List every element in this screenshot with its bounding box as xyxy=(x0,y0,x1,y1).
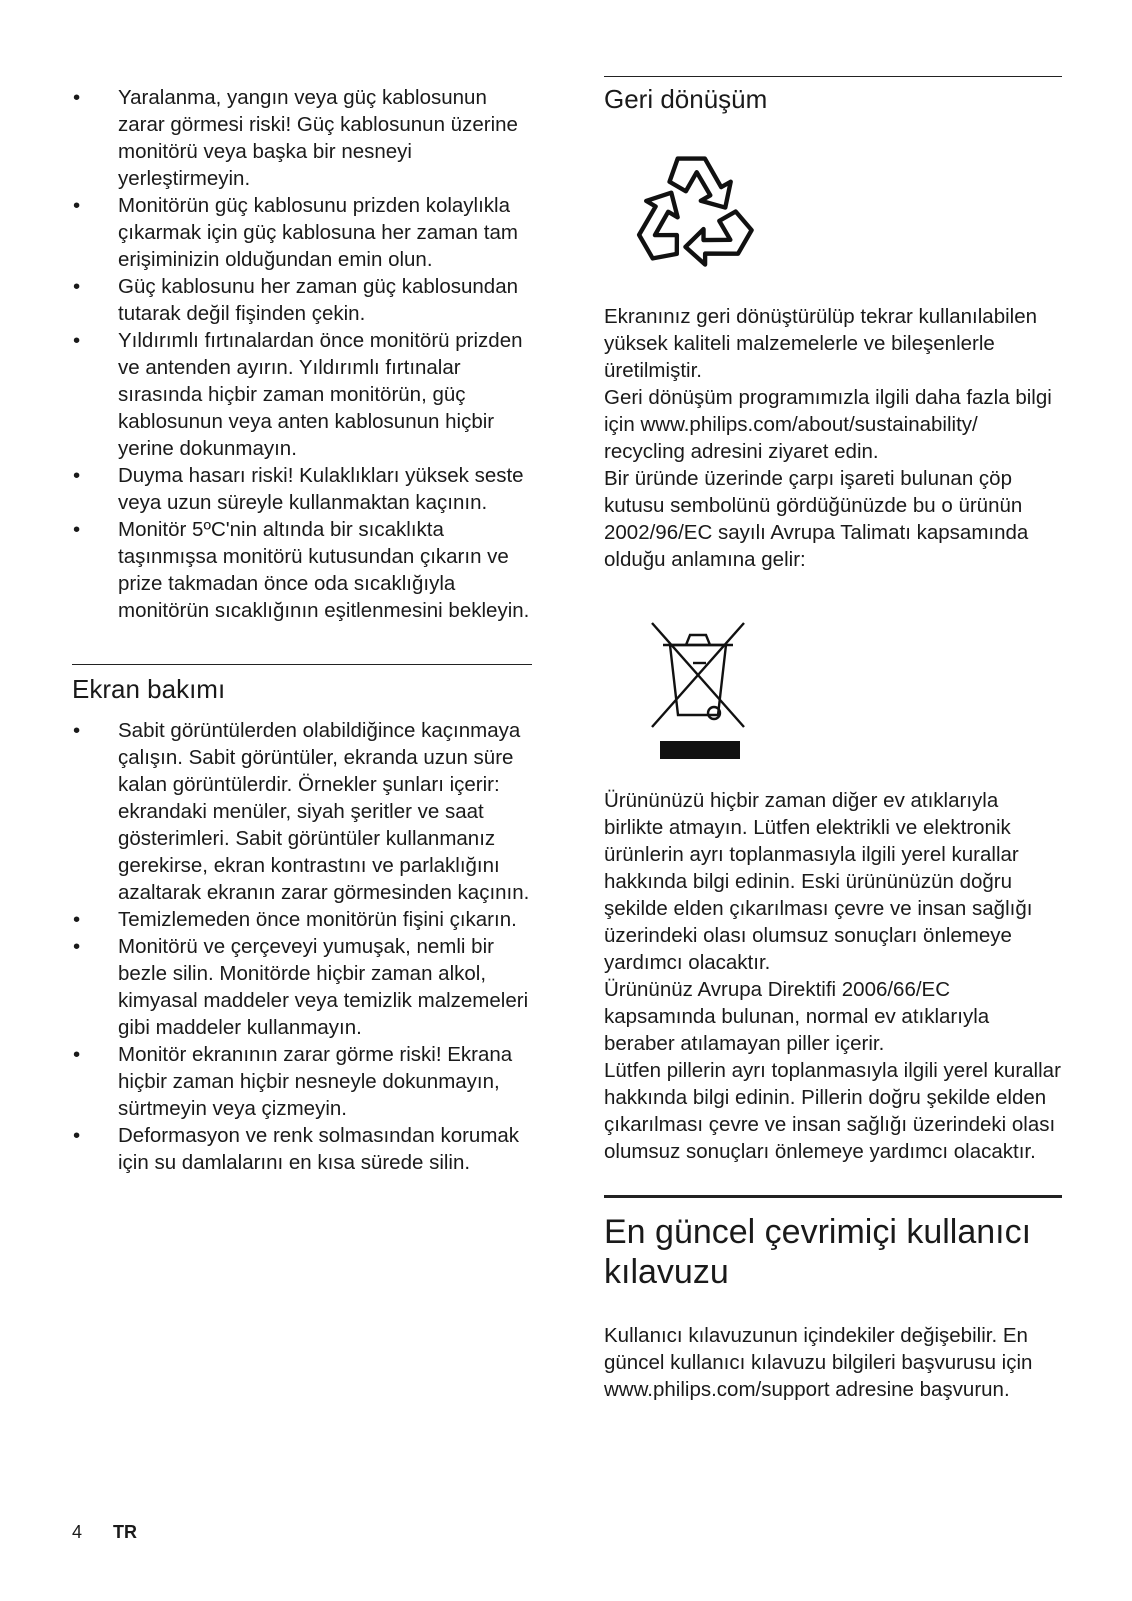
screen-care-title: Ekran bakımı xyxy=(72,674,226,704)
paragraph: Ekranınız geri dönüştürülüp tekrar kullanılabilen yüksek kaliteli malzemelerle ve bileşenlerle üretilmiştir. xyxy=(604,305,1038,382)
recycle-icon xyxy=(626,145,762,281)
recycling-text-2 xyxy=(604,787,1062,1165)
screen-care-bullet-list xyxy=(72,717,532,1176)
list-item: • Yaralanma, yangın veya güç kablosunun zarar görmesi riski! Güç kablosunun üzerine monitörü veya başka bir nesneyi yerleştirmeyin. xyxy=(72,84,532,192)
list-item: • Duyma hasarı riski! Kulaklıkları yüksek seste veya uzun süreyle kullanmaktan kaçının. xyxy=(72,462,532,516)
paragraph: Lütfen pillerin ayrı toplanmasıyla ilgili yerel kurallar hakkında bilgi edinin. Pillerin doğru şekilde elden çıkarılması çevre ve insan sağlığı üzerindeki olası olumsuz sonuçları önlemeye yardımcı olacaktır. xyxy=(604,1059,1061,1163)
list-item: • Temizlemeden önce monitörün fişini çıkarın. xyxy=(72,906,532,933)
safety-bullet-list xyxy=(72,84,532,624)
crossed-bin-icon xyxy=(648,615,748,765)
right-column xyxy=(604,0,1062,1403)
recycling-text-1 xyxy=(604,303,1062,573)
list-item: • Monitör ekranının zarar görme riski! Ekrana hiçbir zaman hiçbir nesneyle dokunmayın, sürtmeyin veya çizmeyin. xyxy=(72,1041,532,1122)
list-item: • Yıldırımlı fırtınalardan önce monitörü prizden ve antenden ayırın. Yıldırımlı fırtınalar sırasında hiçbir zaman monitörün, güç kablosunun veya anten kablosunun hiçbir yerine dokunmayın. xyxy=(72,327,532,462)
list-item: • Sabit görüntülerden olabildiğince kaçınmaya çalışın. Sabit görüntüler, ekranda uzun süre kalan görüntülerdir. Örnekler şunları içerir: ekrandaki menüler, siyah şeritler ve saat gösterimleri. Sabit görüntüler kullanmanız gerekirse, ekran kontrastını ve parlaklığını azaltarak ekranın zarar görmesinden kaçının. xyxy=(72,717,532,906)
paragraph: Geri dönüşüm programımızla ilgili daha fazla bilgi için www.philips.com/about/sustainability/ recycling adresini ziyaret edin. xyxy=(604,386,1052,463)
page-footer xyxy=(72,1522,137,1543)
left-column xyxy=(72,0,532,1176)
paragraph: Ürününüz Avrupa Direktifi 2006/66/EC kapsamında bulunan, normal ev atıklarıyla beraber atılamayan piller içerir. xyxy=(604,978,990,1055)
section-divider xyxy=(604,1195,1062,1198)
list-item: • Güç kablosunu her zaman güç kablosundan tutarak değil fişinden çekin. xyxy=(72,273,532,327)
list-item: • Monitörün güç kablosunu prizden kolaylıkla çıkarmak için güç kablosuna her zaman tam erişiminizin olduğundan emin olun. xyxy=(72,192,532,273)
page-number: 4 xyxy=(72,1522,83,1542)
section-divider xyxy=(604,76,1062,77)
online-manual-title: En güncel çevrimiçi kullanıcı kılavuzu xyxy=(604,1213,1032,1291)
list-item: • Monitörü ve çerçeveyi yumuşak, nemli bir bezle silin. Monitörde hiçbir zaman alkol, kimyasal maddeler veya temizlik malzemeleri gibi maddeler kullanmayın. xyxy=(72,933,532,1041)
language-code: TR xyxy=(113,1522,138,1542)
paragraph: Ürününüzü hiçbir zaman diğer ev atıklarıyla birlikte atmayın. Lütfen elektrikli ve elektronik ürünlerin ayrı toplanmasıyla ilgili yerel kurallar hakkında bilgi edinin. Eski ürününüzün doğru şekilde elden çıkarılması çevre ve insan sağlığı üzerindeki olası olumsuz sonuçları önlemeye yardımcı olacaktır. xyxy=(604,789,1033,974)
list-item: • Monitör 5ºC'nin altında bir sıcaklıkta taşınmışsa monitörü kutusundan çıkarın ve prize takmadan önce oda sıcaklığıyla monitörün sıcaklığının eşitlenmesini bekleyin. xyxy=(72,516,532,624)
section-divider xyxy=(72,664,532,665)
online-manual-text: Kullanıcı kılavuzunun içindekiler değişebilir. En güncel kullanıcı kılavuzu bilgileri başvurusu için www.philips.com/support adresine başvurun. xyxy=(604,1324,1033,1401)
recycling-title: Geri dönüşüm xyxy=(604,84,768,114)
paragraph: Bir üründe üzerinde çarpı işareti bulunan çöp kutusu sembolünü gördüğünüzde bu o ürünün 2002/96/EC sayılı Avrupa Talimatı kapsamında olduğu anlamına gelir: xyxy=(604,467,1029,571)
list-item: • Deformasyon ve renk solmasından korumak için su damlalarını en kısa sürede silin. xyxy=(72,1122,532,1176)
